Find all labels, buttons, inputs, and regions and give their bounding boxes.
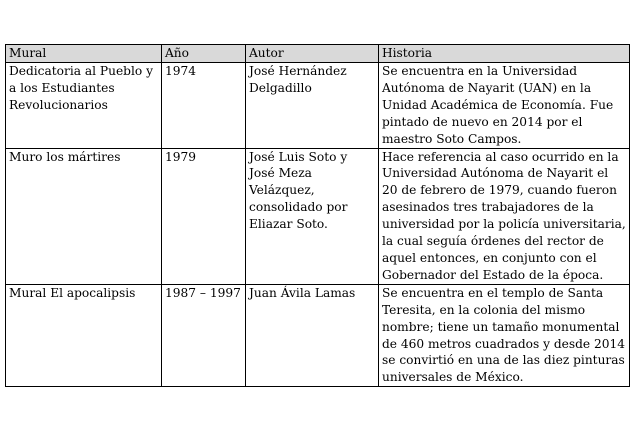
table-row xyxy=(6,284,630,386)
header-year: Año xyxy=(162,45,246,63)
cell-year: 1987 – 1997 xyxy=(162,284,246,386)
cell-mural: Dedicatoria al Pueblo y a los Estudiantes Revolucionarios xyxy=(6,63,162,149)
header-mural: Mural xyxy=(6,45,162,63)
cell-history: Hace referencia al caso ocurrido en la Universidad Autónoma de Nayarit el 20 de febrero de 1979, cuando fueron asesinados tres trabajadores de la universidad por la policía universitaria, la cual seguía órdenes del rector de aquel entonces, en conjunto con el Gobernador del Estado de la época. xyxy=(379,148,630,284)
cell-author: Juan Ávila Lamas xyxy=(246,284,379,386)
cell-mural: Mural El apocalipsis xyxy=(6,284,162,386)
cell-mural: Muro los mártires xyxy=(6,148,162,284)
table-row xyxy=(6,63,630,149)
document-page xyxy=(5,44,629,387)
cell-history: Se encuentra en el templo de Santa Teresita, en la colonia del mismo nombre; tiene un tamaño monumental de 460 metros cuadrados y desde 2014 se convirtió en una de las diez pinturas universales de México. xyxy=(379,284,630,386)
cell-author: José Luis Soto y José Meza Velázquez, consolidado por Eliazar Soto. xyxy=(246,148,379,284)
cell-author: José Hernández Delgadillo xyxy=(246,63,379,149)
table-header xyxy=(6,45,630,63)
murals-table xyxy=(5,44,630,387)
table-body xyxy=(6,63,630,387)
cell-history: Se encuentra en la Universidad Autónoma de Nayarit (UAN) en la Unidad Académica de Economía. Fue pintado de nuevo en 2014 por el maestro Soto Campos. xyxy=(379,63,630,149)
cell-year: 1974 xyxy=(162,63,246,149)
table-row xyxy=(6,148,630,284)
header-author: Autor xyxy=(246,45,379,63)
cell-year: 1979 xyxy=(162,148,246,284)
header-history: Historia xyxy=(379,45,630,63)
header-row xyxy=(6,45,630,63)
